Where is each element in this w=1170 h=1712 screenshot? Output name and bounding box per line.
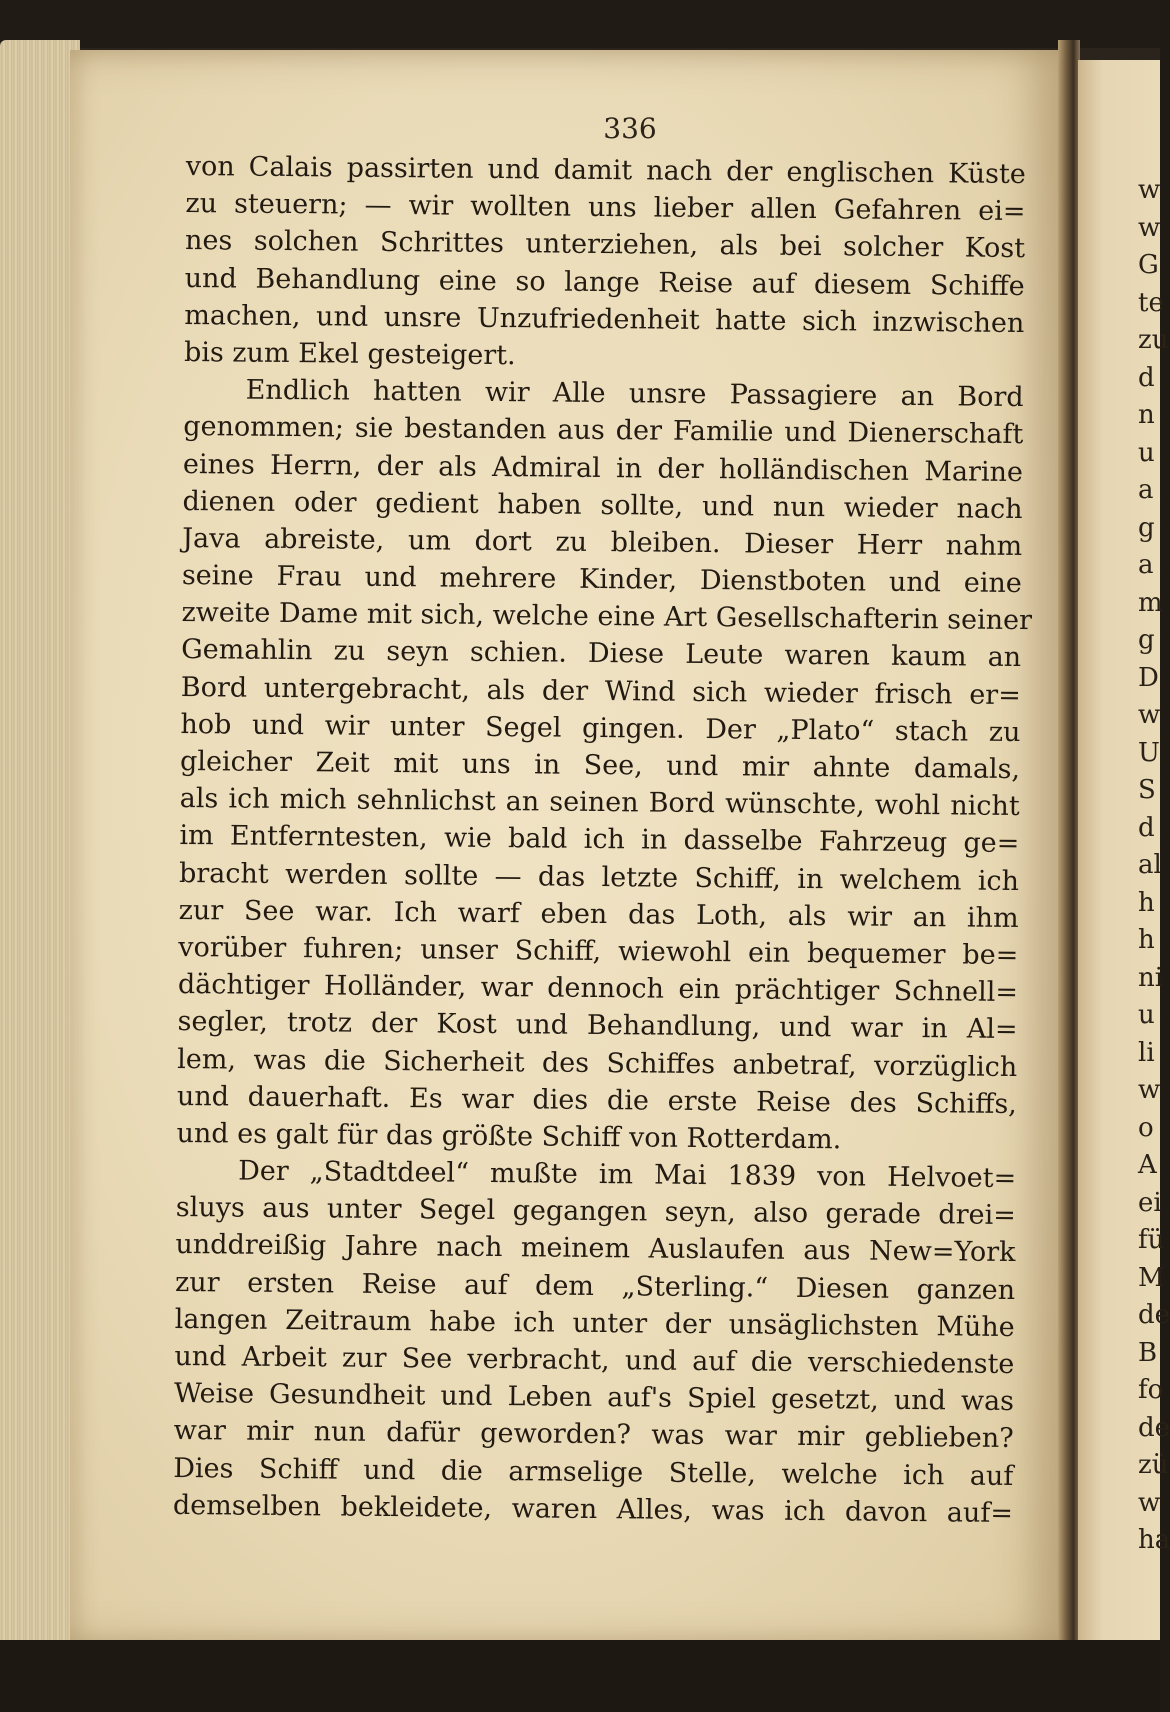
page-number: 336 [603, 112, 657, 145]
next-page-fragment: zu [1138, 325, 1169, 355]
next-page-fragment: de [1138, 1300, 1170, 1330]
next-page-fragments [1138, 172, 1168, 1560]
next-page-fragment: u [1138, 437, 1155, 468]
text-line: bracht werden sollte — das letzte Schiff, in welchem ich [178, 857, 1020, 897]
text-line: zur ersten Reise auf dem „Sterling.“ Diesen ganzen [174, 1266, 1016, 1306]
body-text [172, 148, 1033, 1532]
next-page-fragment: u [1138, 1000, 1155, 1030]
text-line: nes solchen Schrittes unterziehen, als bei solcher Kost [184, 225, 1026, 265]
next-page-fragment: D [1138, 662, 1159, 693]
next-page-fragment: G [1138, 250, 1159, 280]
next-page-fragment: M [1138, 1262, 1165, 1293]
text-line: genommen; sie bestanden aus der Familie und Dienerschaft [183, 411, 1024, 451]
text-line: und Behandlung eine so lange Reise auf diesem Schiffe [184, 262, 1025, 302]
next-page-fragment: d [1138, 362, 1155, 393]
next-page-fragment: li [1138, 1037, 1155, 1068]
text-line: gleicher Zeit mit uns in See, und mir ahnte damals, [179, 745, 1021, 786]
next-page-fragment: B [1138, 1337, 1158, 1368]
text-line: Weise Gesundheit und Leben auf's Spiel gesetzt, und was [173, 1378, 1015, 1418]
next-page-fragment: zü [1138, 1450, 1169, 1480]
text-line: langen Zeitraum habe ich unter der unsäglichsten Mühe [174, 1303, 1015, 1343]
next-page-fragment: w [1138, 175, 1161, 205]
next-page-fragment: w [1138, 212, 1161, 243]
next-page-fragment: w [1138, 1487, 1161, 1518]
text-line: machen, und unsre Unzufriedenheit hatte sich inzwischen [184, 299, 1025, 339]
text-line: und es galt für das größte Schiff von Rotterdam. [176, 1117, 842, 1156]
text-line: dächtiger Holländer, war dennoch ein prächtiger Schnell= [177, 969, 1019, 1009]
next-page-fragment: fü [1138, 1225, 1165, 1255]
next-page-fragment: S [1138, 775, 1156, 805]
text-line: sluys aus unter Segel gegangen seyn, also gerade drei= [175, 1192, 1016, 1232]
next-page-fragment: a [1138, 475, 1154, 505]
next-page-fragment: m [1138, 587, 1163, 618]
text-line: Bord untergebracht, als der Wind sich wieder frisch er= [180, 671, 1021, 711]
text-line: Der „Stadtdeel“ mußte im Mai 1839 von Helvoet= [238, 1155, 1017, 1195]
text-line: lem, was die Sicherheit des Schiffes anbetraf, vorzüglich [177, 1043, 1018, 1083]
next-page-fragment: ni [1138, 962, 1164, 993]
text-line: Endlich hatten wir Alle unsre Passagiere an Bord [245, 374, 1024, 414]
next-page-fragment: w [1138, 700, 1161, 730]
book-gutter [1058, 40, 1080, 1650]
text-line: vorüber fuhren; unser Schiff, wiewohl ein bequemer be= [178, 931, 1019, 971]
text-line: war mir nun dafür geworden? was war mir geblieben? [173, 1415, 1014, 1455]
text-line: und dauerhaft. Es war dies die erste Reise des Schiffs, [176, 1080, 1018, 1120]
next-page-fragment: de [1138, 1412, 1170, 1443]
next-page-fragment: g [1138, 625, 1155, 655]
text-line: zu steuern; — wir wollten uns lieber allen Gefahren ei= [185, 188, 1026, 228]
next-page-fragment: a [1138, 550, 1154, 580]
text-line: und Arbeit zur See verbracht, und auf die verschiedenste [174, 1340, 1015, 1381]
book-cover-top [0, 0, 1160, 48]
text-line: unddreißig Jahre nach meinem Auslaufen aus New=York [175, 1229, 1016, 1269]
text-line: zur See war. Ich warf eben das Loth, als wir an ihm [178, 894, 1019, 934]
book-cover-bottom [0, 1640, 1160, 1712]
next-page-fragment: ei [1138, 1187, 1162, 1218]
page-stack-edge [0, 40, 80, 1650]
text-line: im Entferntesten, wie bald ich in dasselbe Fahrzeug ge= [179, 820, 1020, 860]
text-line: von Calais passirten und damit nach der englischen Küste [185, 150, 1026, 191]
text-line: eines Herrn, der als Admiral in der holländischen Marine [182, 448, 1024, 488]
next-page-fragment: n [1138, 400, 1155, 430]
text-line: zweite Dame mit sich, welche eine Art Gesellschafterin seiner [181, 597, 1033, 637]
next-page-fragment: A [1138, 1150, 1157, 1180]
text-line: Dies Schiff und die armselige Stelle, welche ich auf [173, 1452, 1014, 1492]
next-page-fragment: al [1138, 850, 1162, 880]
text-line: bis zum Ekel gesteigert. [183, 336, 516, 372]
next-page-fragment: w [1138, 1075, 1161, 1105]
text-line: Gemahlin zu seyn schien. Diese Leute waren kaum an [181, 634, 1022, 674]
next-page-fragment: g [1138, 512, 1155, 543]
next-page-fragment: d [1138, 812, 1155, 843]
next-page-fragment: h [1138, 887, 1155, 918]
text-line: demselben bekleidete, waren Alles, was ich davon auf= [172, 1489, 1014, 1529]
text-line: segler, trotz der Kost und Behandlung, und war in Al= [177, 1006, 1018, 1046]
text-line: als ich mich sehnlichst an seinen Bord wünschte, wohl nicht [179, 783, 1020, 823]
next-page-fragment: o [1138, 1112, 1154, 1143]
next-page-fragment: h [1138, 925, 1155, 955]
text-line: Java abreiste, um dort zu bleiben. Dieser Herr nahm [182, 522, 1023, 562]
next-page-fragment: ha [1138, 1525, 1170, 1555]
text-line: hob und wir unter Segel gingen. Der „Plato“ stach zu [180, 708, 1021, 748]
text-line: dienen oder gedient haben sollte, und nun wieder nach [182, 485, 1023, 525]
next-page-fragment: te [1138, 287, 1164, 318]
next-page-fragment: U [1138, 737, 1160, 768]
text-line: seine Frau und mehrere Kinder, Dienstboten und eine [181, 560, 1023, 600]
next-page-fragment: fo [1138, 1375, 1164, 1405]
